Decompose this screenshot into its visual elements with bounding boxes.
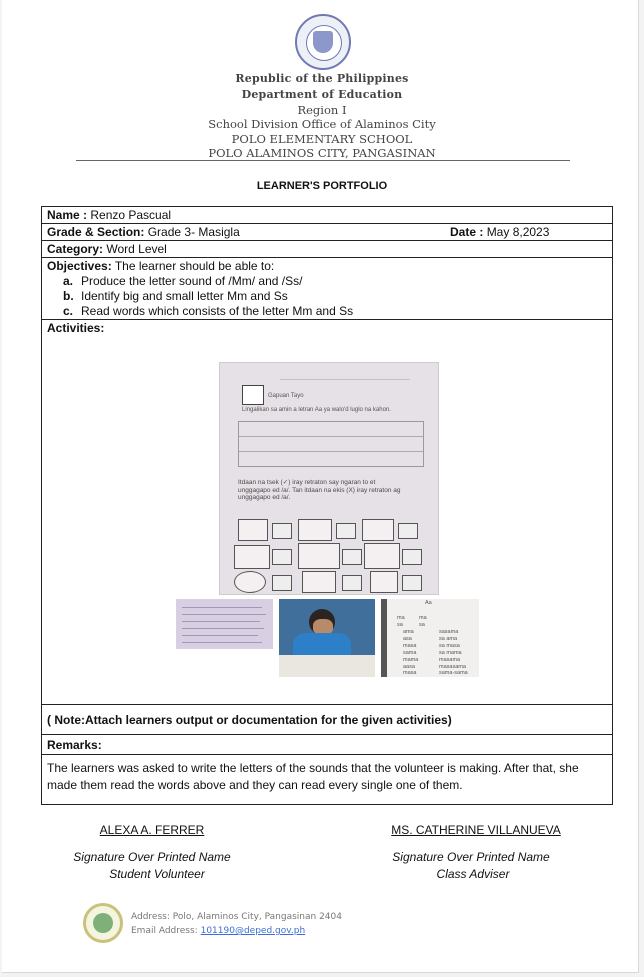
answer-box (336, 523, 356, 539)
date-cell (450, 225, 549, 240)
answer-box (342, 549, 362, 565)
worksheet-picture (238, 519, 268, 541)
email-link[interactable]: 101190@deped.gov.ph (200, 926, 306, 936)
handwriting-line (182, 628, 264, 629)
answer-box (402, 575, 422, 591)
grade-value: Grade 3- Masigla (147, 225, 240, 239)
remarks-label: Remarks: (42, 735, 612, 755)
worksheet-photo (219, 362, 439, 595)
region-heading: Region I (297, 103, 347, 117)
objectives-label: Objectives: (47, 259, 112, 273)
handwriting-line (182, 642, 262, 643)
school-heading: POLO ELEMENTARY SCHOOL (231, 132, 413, 146)
note-row: ( Note:Attach learners output or documentation for the given activities) (42, 705, 612, 735)
answer-box (342, 575, 362, 591)
worksheet-icon (242, 385, 264, 405)
objective-item: b. Identify big and small letter Mm and Ss (63, 289, 288, 303)
word-item: masa (403, 670, 417, 676)
word-item: masasama (439, 664, 466, 670)
worksheet-paragraph: Itdaan na tsek (✓) iray retraton say ngaran to et unggagapo ed /a/. Tan itdaan na ekis (X) iray retraton ag unggagapo ed /a/. (238, 479, 401, 501)
word-item: sa (419, 622, 425, 628)
answer-box (402, 549, 422, 565)
answer-box (272, 575, 292, 591)
word-item: ama (403, 629, 414, 635)
word-item: sa (397, 622, 403, 628)
word-item: aasa (403, 664, 415, 670)
name-row (42, 207, 612, 224)
category-label: Category: (47, 242, 104, 256)
objectives-intro: The learner should be able to: (114, 259, 275, 273)
word-item: masa (403, 643, 417, 649)
worksheet-picture (364, 543, 400, 569)
city-heading: POLO ALAMINOS CITY, PANGASINAN (208, 146, 436, 160)
category-value: Word Level (106, 242, 167, 256)
name-label: Name : (47, 208, 88, 222)
handwriting-line (182, 621, 260, 622)
word-list-heading: Aa (425, 600, 432, 606)
division-heading: School Division Office of Alaminos City (208, 117, 436, 131)
answer-box (272, 523, 292, 539)
category-row (42, 241, 612, 258)
adviser-signature-caption: Signature Over Printed Name (392, 850, 550, 864)
grid-line (239, 436, 423, 437)
word-item: sa ama (439, 636, 458, 642)
school-logo (83, 903, 123, 943)
school-logo-emblem (93, 913, 113, 933)
worksheet-section: Gapuan Tayo (268, 393, 304, 399)
sun-picture (302, 571, 336, 593)
handwritten-name (280, 367, 410, 380)
objective-item: a. Produce the letter sound of /Mm/ and /Ss/ (63, 274, 303, 288)
handwriting-photo (176, 599, 273, 649)
grade-label: Grade & Section: (47, 225, 145, 239)
footer-email (131, 926, 305, 936)
adviser-signature-name: MS. CATHERINE VILLANUEVA (391, 823, 561, 837)
handwriting-line (182, 614, 266, 615)
email-label: Email Address: (131, 926, 198, 936)
deped-seal-logo (295, 14, 351, 70)
header-divider (76, 160, 570, 161)
number-six-picture (370, 571, 398, 593)
answer-box (398, 523, 418, 539)
volunteer-signature-name: ALEXA A. FERRER (99, 823, 205, 837)
worksheet-picture (362, 519, 394, 541)
objectives-row (42, 258, 612, 320)
worksheet-picture (234, 545, 270, 569)
word-item: sa masa (439, 643, 460, 649)
volunteer-role: Student Volunteer (109, 867, 205, 881)
footer-address: Address: Polo, Alaminos City, Pangasinan 2404 (131, 912, 342, 922)
word-item: masama (439, 657, 461, 663)
word-item: sama (403, 650, 417, 656)
remarks-text: The learners was asked to write the letters of the sounds that the volunteer is making. After that, she made them read the words above and they can read every single one of them. (47, 761, 579, 792)
word-item: asa (403, 636, 412, 642)
answer-box (272, 549, 292, 565)
word-item: sama-sama (439, 670, 468, 676)
handwriting-line (182, 635, 258, 636)
desk-paper (279, 655, 375, 677)
grid-line (239, 451, 423, 452)
date-value: May 8,2023 (486, 225, 550, 239)
adviser-role: Class Adviser (436, 867, 510, 881)
letter-grid (238, 421, 424, 467)
worksheet-instruction: Lingalikan sa amin a letran Aa ya walo'd luglo na kahon. (242, 407, 391, 413)
seal-shield-icon (313, 31, 333, 53)
word-item: ma (419, 615, 427, 621)
activities-label: Activities: (47, 321, 105, 335)
objective-item: c. Read words which consists of the letter Mm and Ss (63, 304, 354, 318)
department-heading: Department of Education (241, 88, 403, 101)
clock-picture (234, 571, 266, 593)
handwriting-line (182, 607, 262, 608)
worksheet-picture (298, 543, 340, 569)
word-item: sasama (439, 629, 459, 635)
word-item: mama (403, 657, 419, 663)
word-item: sa mama (439, 650, 462, 656)
date-label: Date : (450, 225, 484, 239)
worksheet-picture (298, 519, 332, 541)
name-value: Renzo Pascual (90, 208, 172, 222)
word-list-photo (381, 599, 479, 677)
volunteer-signature-caption: Signature Over Printed Name (73, 850, 231, 864)
word-item: ma (397, 615, 405, 621)
grade-row (42, 224, 612, 241)
republic-heading: Republic of the Philippines (235, 72, 409, 85)
learner-writing-photo (279, 599, 375, 677)
page-title: LEARNER'S PORTFOLIO (256, 180, 388, 192)
